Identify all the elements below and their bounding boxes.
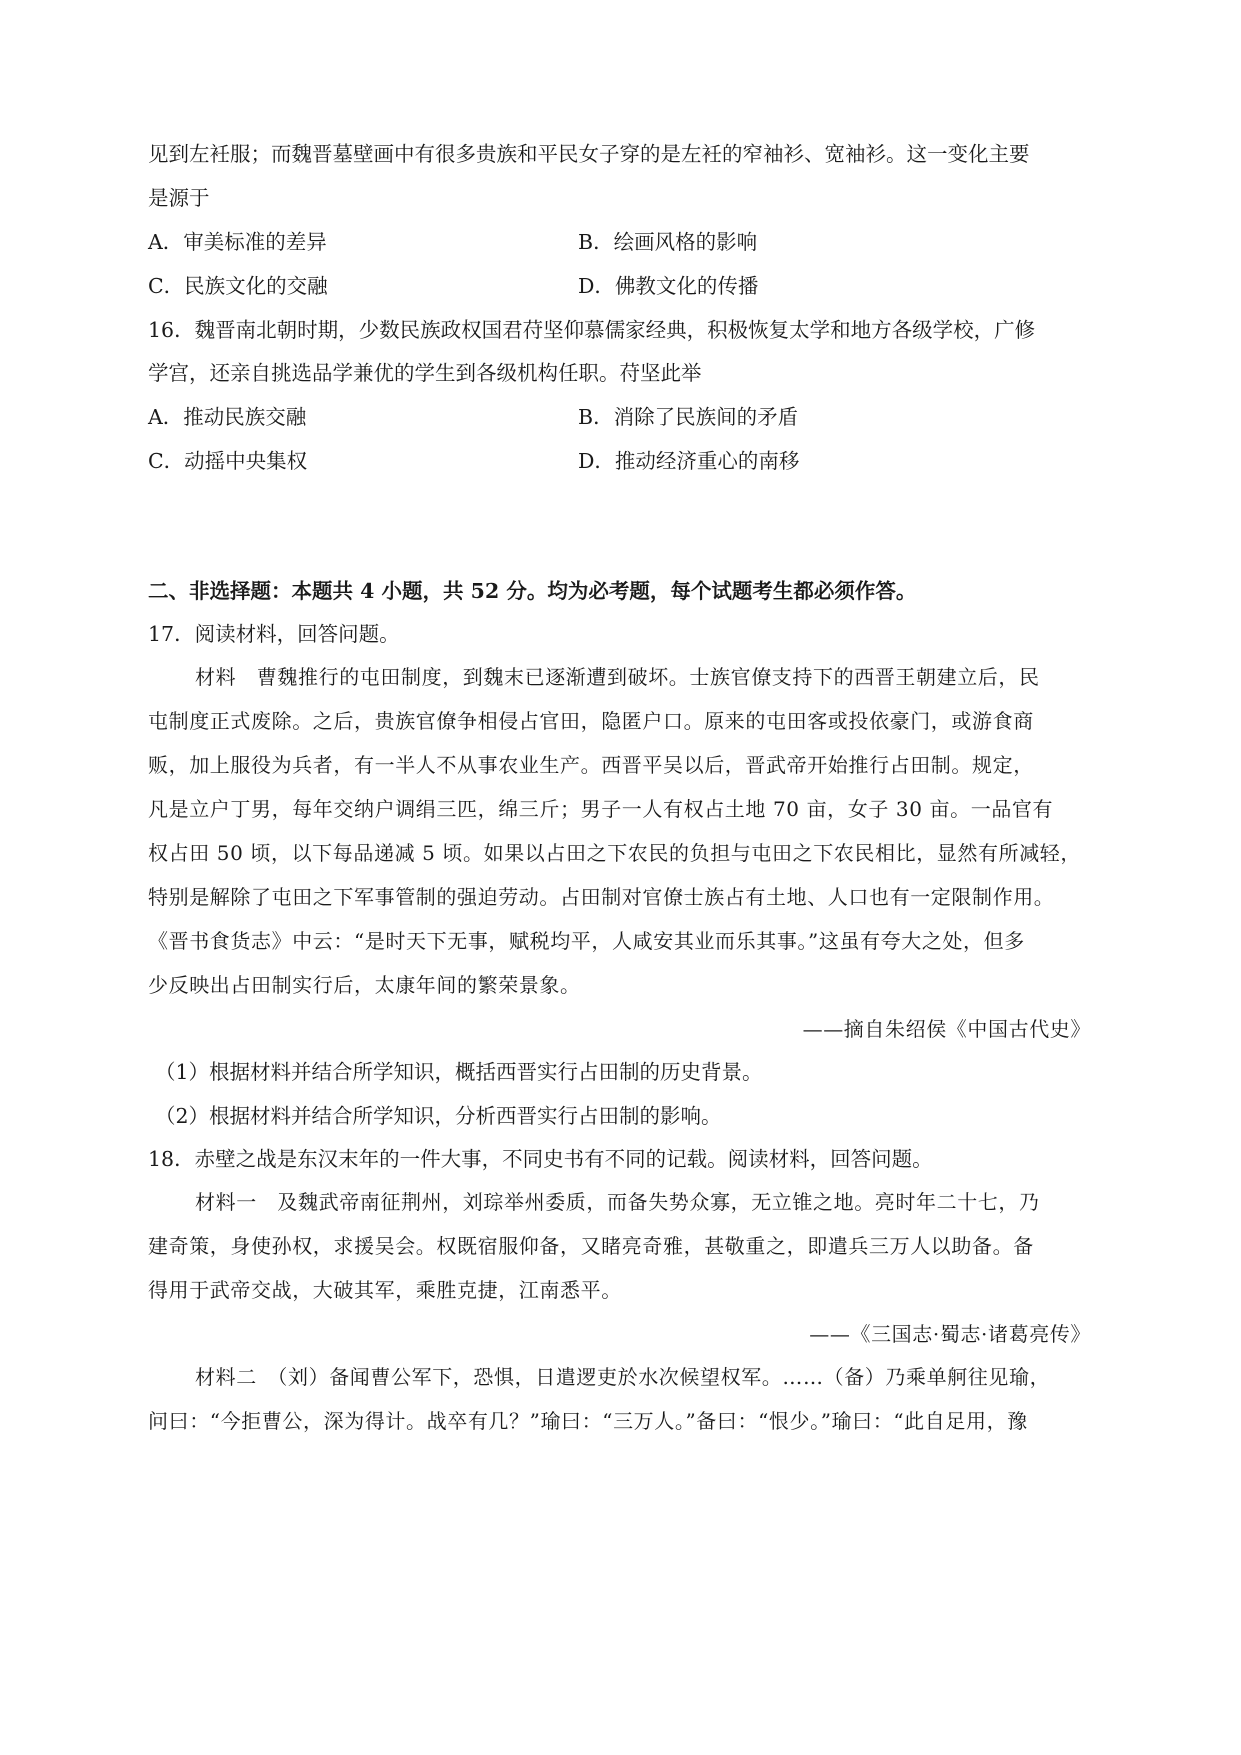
q18-material2-line-2: 问曰：“今拒曹公，深为得计。战卒有几？”瑜曰：“三万人。”备曰：“恨少。”瑜曰：“此自足用，豫 [148,1409,1028,1433]
q18-source1: ——《三国志·蜀志·诸葛亮传》 [809,1322,1091,1346]
q17-material-line-6: 特别是解除了屯田之下军事管制的强迫劳动。占田制对官僚士族占有土地、人口也有一定限制作用。 [148,885,1055,909]
q15-stem-line-1: 见到左衽服；而魏晋墓壁画中有很多贵族和平民女子穿的是左衽的窄袖衫、宽袖衫。这一变化主要 [148,142,1030,166]
q17-source: ——摘自朱绍侯《中国古代史》 [802,1017,1091,1041]
q15-stem-line-2: 是源于 [148,186,210,210]
q17-material-line-2: 屯制度正式废除。之后，贵族官僚争相侵占官田，隐匿户口。原来的屯田客或投依豪门，或游食商 [148,709,1034,733]
q17-title: 17．阅读材料，回答问题。 [148,622,400,646]
q16-option-b: B．消除了民族间的矛盾 [578,405,799,429]
q17-material-line-7: 《晋书食货志》中云：“是时天下无事，赋税均平，人咸安其业而乐其事。”这虽有夸大之处，但多 [148,929,1025,953]
q17-material-line-8: 少反映出占田制实行后，太康年间的繁荣景象。 [148,973,581,997]
q18-title: 18．赤壁之战是东汉末年的一件大事，不同史书有不同的记载。阅读材料，回答问题。 [148,1147,933,1171]
q16-stem-line-2: 学宫，还亲自挑选品学兼优的学生到各级机构任职。苻坚此举 [148,361,702,385]
q17-sub-question-2: （2）根据材料并结合所学知识，分析西晋实行占田制的影响。 [155,1104,722,1128]
q17-material-line-3: 贩，加上服役为兵者，有一半人不从事农业生产。西晋平吴以后，晋武帝开始推行占田制。规定， [148,753,1034,777]
q15-option-d: D．佛教文化的传播 [578,274,759,298]
section-heading: 二、非选择题：本题共 4 小题，共 52 分。均为必考题，每个试题考生都必须作答。 [148,579,917,603]
q16-option-a: A．推动民族交融 [148,405,307,429]
q16-option-d: D．推动经济重心的南移 [578,449,800,473]
q17-sub-question-1: （1）根据材料并结合所学知识，概括西晋实行占田制的历史背景。 [155,1060,763,1084]
q17-material-line-1: 材料 曹魏推行的屯田制度，到魏末已逐渐遭到破坏。士族官僚支持下的西晋王朝建立后，民 [195,665,1040,689]
q17-material-line-4: 凡是立户丁男，每年交纳户调绢三匹，绵三斤；男子一人有权占土地 70 亩，女子 30 亩。一品官有 [148,797,1054,821]
q16-option-c: C．动摇中央集权 [148,449,308,473]
q18-material2-line-1: 材料二 （刘）备闻曹公军下，恐惧，日遣逻吏於水次候望权军。……（备）乃乘单舸往见瑜， [195,1365,1051,1389]
q16-stem-line-1: 16．魏晋南北朝时期，少数民族政权国君苻坚仰慕儒家经典，积极恢复太学和地方各级学校，广修 [148,318,1036,342]
q18-material1-line-2: 建奇策，身使孙权，求援吴会。权既宿服仰备，又睹亮奇雅，甚敬重之，即遣兵三万人以助备。备 [148,1234,1034,1258]
q15-option-c: C．民族文化的交融 [148,274,328,298]
q18-material1-line-3: 得用于武帝交战，大破其军，乘胜克捷，江南悉平。 [148,1278,622,1302]
q15-option-b: B．绘画风格的影响 [578,230,758,254]
q18-material1-line-1: 材料一 及魏武帝南征荆州，刘琮举州委质，而备失势众寡，无立锥之地。亮时年二十七，乃 [195,1190,1040,1214]
q15-option-a: A．审美标准的差异 [148,230,327,254]
q17-material-line-5: 权占田 50 顷，以下每品递减 5 顷。如果以占田之下农民的负担与屯田之下农民相比，显然有所减轻， [148,841,1082,865]
